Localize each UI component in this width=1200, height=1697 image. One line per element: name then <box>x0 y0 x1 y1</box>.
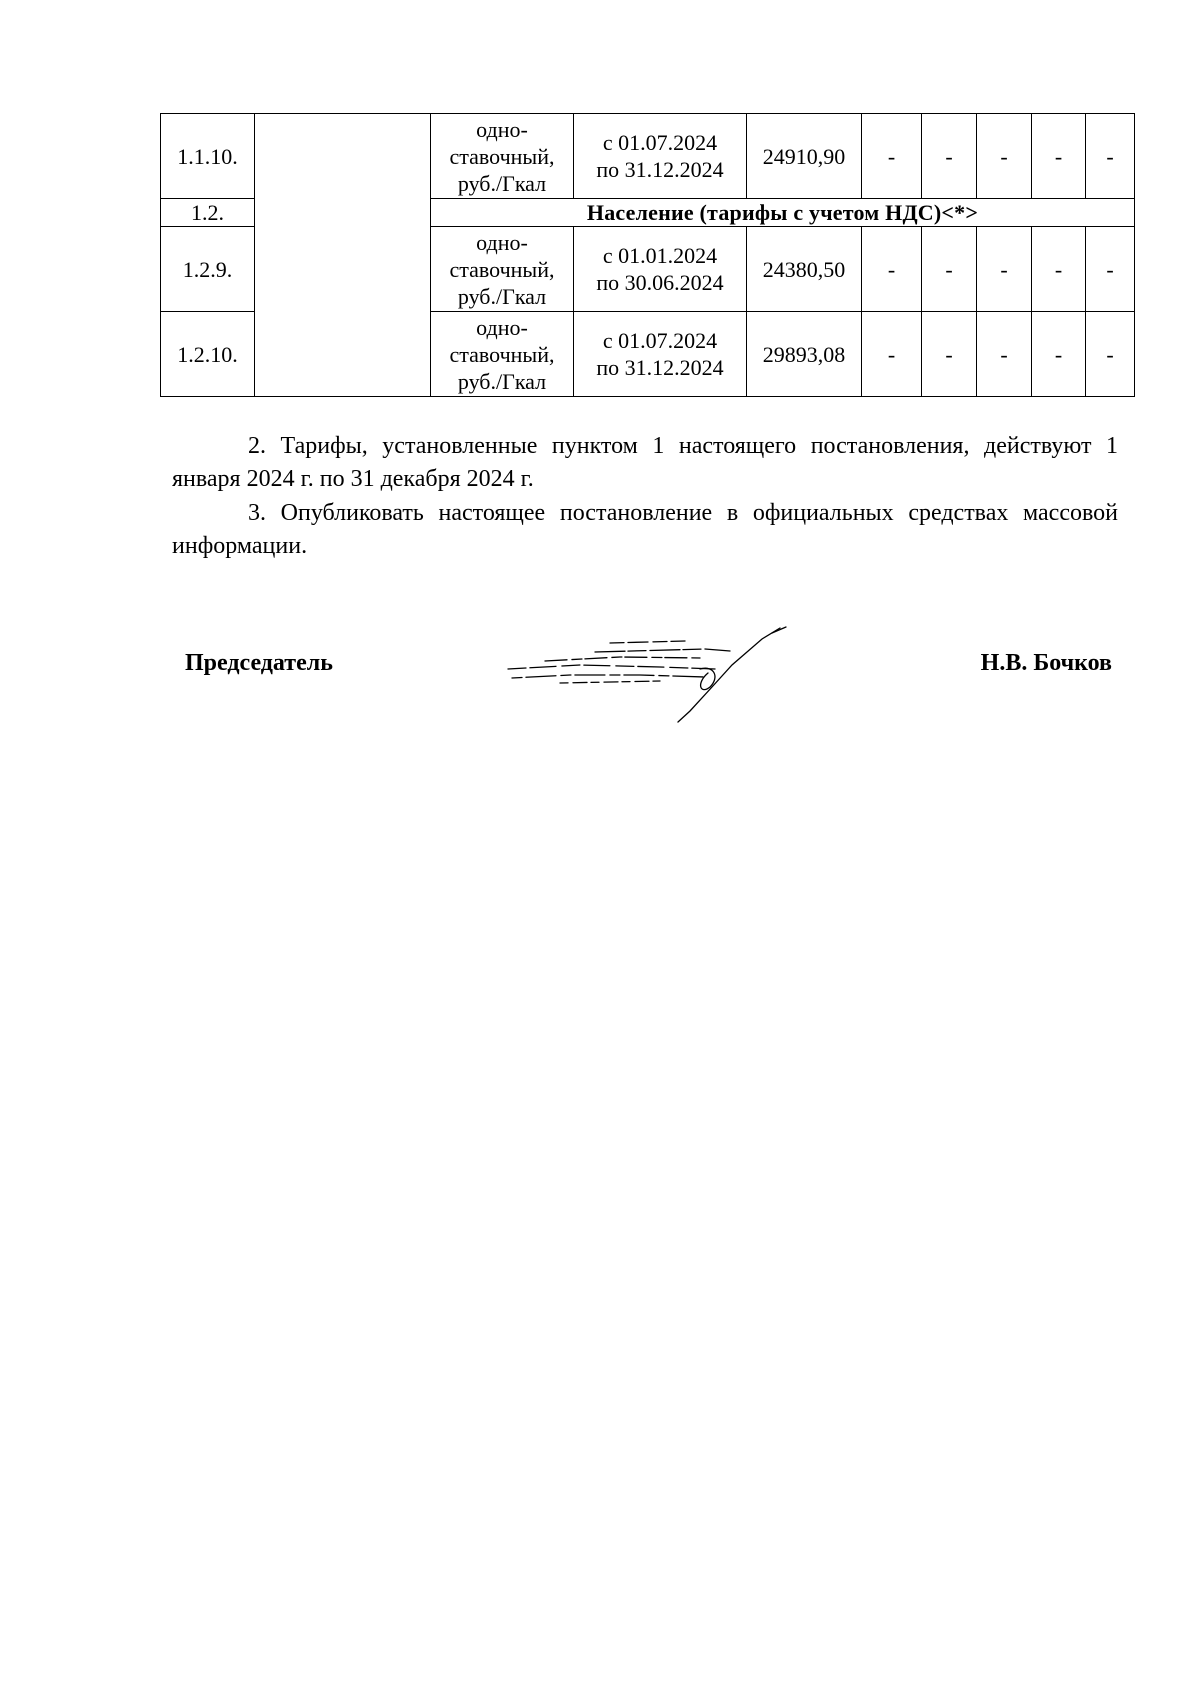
paragraph-publication: 3. Опубликовать настоящее постановление в официальных средствах массовой информации. <box>172 500 1118 559</box>
empty-value: - <box>922 227 977 312</box>
empty-value: - <box>922 312 977 397</box>
table-row <box>161 114 1135 199</box>
empty-value: - <box>977 312 1032 397</box>
tariff-type: одно- ставочный, руб./Гкал <box>431 312 574 397</box>
tariff-value: 24910,90 <box>747 114 862 199</box>
empty-value: - <box>977 227 1032 312</box>
empty-value: - <box>922 114 977 199</box>
tariff-type: одно- ставочный, руб./Гкал <box>431 227 574 312</box>
row-number: 1.2.9. <box>161 227 255 312</box>
row-number: 1.2.10. <box>161 312 255 397</box>
empty-value: - <box>1086 114 1135 199</box>
signatory-title: Председатель <box>185 650 333 676</box>
signatory-name: Н.В. Бочков <box>980 650 1112 676</box>
empty-value: - <box>862 312 922 397</box>
row-number: 1.1.10. <box>161 114 255 199</box>
empty-value: - <box>862 227 922 312</box>
empty-value: - <box>977 114 1032 199</box>
empty-value: - <box>1032 227 1086 312</box>
tariff-value: 24380,50 <box>747 227 862 312</box>
handwritten-signature <box>500 625 810 725</box>
empty-value: - <box>1032 312 1086 397</box>
tariff-table <box>160 113 1135 397</box>
row-number: 1.2. <box>161 199 255 227</box>
empty-value: - <box>1032 114 1086 199</box>
section-title: Население (тарифы с учетом НДС)<*> <box>431 199 1135 227</box>
empty-value: - <box>1086 227 1135 312</box>
empty-value: - <box>1086 312 1135 397</box>
empty-value: - <box>862 114 922 199</box>
tariff-type: одно- ставочный, руб./Гкал <box>431 114 574 199</box>
org-name-cell <box>255 114 431 397</box>
paragraph-tariff-validity: 2. Тарифы, установленные пунктом 1 настоящего постановления, действуют 1 января 2024 г. по 31 декабря 2024 г. <box>172 433 1118 492</box>
tariff-period: с 01.01.2024 по 30.06.2024 <box>574 227 747 312</box>
tariff-period: с 01.07.2024 по 31.12.2024 <box>574 312 747 397</box>
tariff-value: 29893,08 <box>747 312 862 397</box>
tariff-period: с 01.07.2024 по 31.12.2024 <box>574 114 747 199</box>
